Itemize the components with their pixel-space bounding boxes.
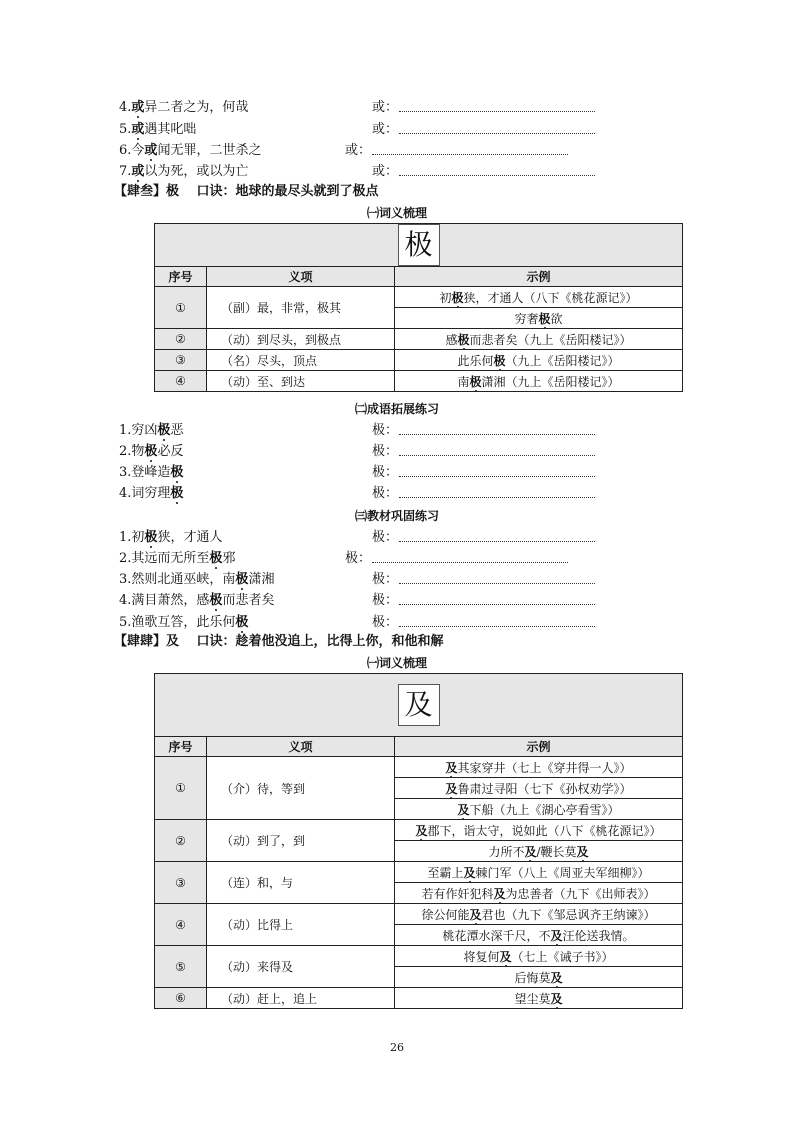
example-cell bbox=[395, 904, 683, 925]
text: 初 bbox=[439, 290, 452, 305]
answer-label: 或： bbox=[372, 100, 399, 115]
text: 潇湘 bbox=[248, 572, 275, 587]
text: 满目萧然，感 bbox=[131, 593, 210, 608]
table-row bbox=[155, 371, 683, 392]
table-row bbox=[155, 820, 683, 841]
question-text bbox=[119, 614, 248, 632]
answer-label: 或： bbox=[372, 164, 399, 179]
text: 而悲者矣（九上《岳阳楼记》） bbox=[469, 332, 632, 347]
item-number: 2. bbox=[119, 551, 132, 566]
question-text bbox=[119, 592, 274, 610]
vocab-table bbox=[154, 223, 683, 392]
answer-label: 极： bbox=[372, 486, 399, 501]
item-number: 7. bbox=[119, 164, 132, 179]
key-char: 极 bbox=[209, 593, 223, 608]
key-char: 及 bbox=[445, 781, 458, 796]
text: 今 bbox=[131, 143, 145, 158]
text: 闻无罪，二世杀之 bbox=[157, 143, 262, 158]
key-char: 或 bbox=[131, 100, 145, 115]
exercise-line bbox=[119, 142, 679, 160]
key-char: 或 bbox=[131, 164, 145, 179]
table-row bbox=[155, 287, 683, 308]
item-number: 2. bbox=[119, 444, 132, 459]
exercise-line bbox=[119, 443, 679, 461]
item-number: 1. bbox=[119, 423, 132, 438]
char-row bbox=[155, 224, 683, 267]
exercise-line bbox=[119, 529, 679, 547]
answer-blank[interactable] bbox=[399, 111, 595, 112]
sense-meaning: （动）到了，到 bbox=[207, 820, 395, 862]
item-number: 4. bbox=[119, 100, 132, 115]
key-char: 极 bbox=[235, 615, 249, 630]
item-number: 1. bbox=[119, 530, 132, 545]
column-header: 示例 bbox=[395, 737, 683, 757]
sense-number: ③ bbox=[155, 350, 207, 371]
answer-label: 极： bbox=[372, 465, 399, 480]
exercise-line bbox=[119, 485, 679, 503]
text: 穷凶 bbox=[131, 423, 158, 438]
exercise-line bbox=[119, 464, 679, 482]
example-cell bbox=[395, 967, 683, 988]
text: 徐公何能 bbox=[421, 907, 470, 922]
subsection-title: ㈠词义梳理 bbox=[366, 656, 427, 670]
text: 将复何 bbox=[463, 949, 500, 964]
text: 词穷理 bbox=[131, 486, 171, 501]
column-header: 序号 bbox=[155, 737, 207, 757]
example-cell bbox=[395, 799, 683, 820]
subsection-title: ㈠词义梳理 bbox=[366, 206, 427, 220]
question-text bbox=[119, 464, 183, 482]
answer-blank[interactable] bbox=[372, 562, 568, 563]
key-char: 或 bbox=[131, 122, 145, 137]
answer-blank[interactable] bbox=[399, 497, 595, 498]
example-cell bbox=[395, 778, 683, 799]
answer-blank[interactable] bbox=[399, 434, 595, 435]
key-char: 及 bbox=[576, 844, 589, 859]
exercise-line bbox=[119, 571, 679, 589]
sense-number: ① bbox=[155, 287, 207, 329]
char-cell bbox=[155, 224, 683, 267]
column-header: 义项 bbox=[207, 737, 395, 757]
answer-blank[interactable] bbox=[399, 583, 595, 584]
key-char: 极 bbox=[170, 465, 184, 480]
key-char: 及 bbox=[463, 865, 476, 880]
sense-meaning: （动）到尽头，到极点 bbox=[207, 329, 395, 350]
sense-meaning: （动）比得上 bbox=[207, 904, 395, 946]
example-cell bbox=[395, 862, 683, 883]
section-heading: 【肆肆】及 口诀：趁着他没追上，比得上你，和他和解 bbox=[114, 634, 444, 649]
column-header: 义项 bbox=[207, 267, 395, 287]
text: 下船（九上《湖心亭看雪》） bbox=[469, 802, 620, 817]
text: 君也（九下《邹忌讽齐王纳谏》） bbox=[481, 907, 656, 922]
text: 狭，才通人 bbox=[157, 530, 223, 545]
text: （七上《诫子书》） bbox=[511, 949, 614, 964]
key-char: 极 bbox=[209, 551, 223, 566]
sense-meaning: （副）最，非常，极其 bbox=[207, 287, 395, 329]
exercise-line bbox=[119, 550, 679, 568]
key-char: 及 bbox=[415, 823, 428, 838]
question-text bbox=[119, 550, 235, 568]
subsection-title: ㈢教材巩固练习 bbox=[354, 509, 439, 523]
key-char: 极 bbox=[170, 486, 184, 501]
exercise-line bbox=[119, 121, 679, 139]
exercise-line bbox=[119, 163, 679, 181]
text: 南 bbox=[457, 374, 470, 389]
table-row bbox=[155, 904, 683, 925]
text: （九上《岳阳楼记》） bbox=[505, 353, 620, 368]
item-number: 3. bbox=[119, 572, 132, 587]
answer-label: 极： bbox=[372, 530, 399, 545]
text: 桃花潭水深千尺，不 bbox=[442, 928, 551, 943]
sense-meaning: （名）尽头，顶点 bbox=[207, 350, 395, 371]
table-row bbox=[155, 946, 683, 967]
exercise-line bbox=[119, 614, 679, 632]
example-cell bbox=[395, 287, 683, 308]
column-header: 序号 bbox=[155, 267, 207, 287]
key-char: 及 bbox=[550, 928, 563, 943]
text: 初 bbox=[131, 530, 145, 545]
key-char: 及 bbox=[550, 991, 563, 1006]
exercise-line bbox=[119, 99, 679, 117]
sense-meaning: （动）至、到达 bbox=[207, 371, 395, 392]
header-row bbox=[155, 737, 683, 757]
text: 此乐何 bbox=[457, 353, 494, 368]
key-char: 及 bbox=[493, 886, 506, 901]
item-number: 6. bbox=[119, 143, 132, 158]
example-cell bbox=[395, 308, 683, 329]
question-text bbox=[119, 121, 196, 139]
key-char: 或 bbox=[144, 143, 158, 158]
text: 鲁肃过寻阳（七下《孙权劝学》） bbox=[457, 781, 632, 796]
question-text bbox=[119, 422, 183, 440]
text: 望尘莫 bbox=[514, 991, 551, 1006]
sense-number: ⑥ bbox=[155, 988, 207, 1009]
text: 潇湘（九上《岳阳楼记》） bbox=[481, 374, 620, 389]
answer-blank[interactable] bbox=[399, 133, 595, 134]
text: 登峰造 bbox=[131, 465, 171, 480]
char-cell bbox=[155, 674, 683, 737]
table-row bbox=[155, 350, 683, 371]
key-char: 极 bbox=[538, 311, 551, 326]
question-text bbox=[119, 99, 248, 117]
key-char: 极 bbox=[457, 332, 470, 347]
text: 穷奢 bbox=[514, 311, 539, 326]
text: 异二者之为，何哉 bbox=[144, 100, 249, 115]
key-char: 极 bbox=[451, 290, 464, 305]
answer-label: 极： bbox=[372, 423, 399, 438]
text: 感 bbox=[445, 332, 458, 347]
text: 其远而无所至 bbox=[131, 551, 210, 566]
text: 渔歌互答，此乐何 bbox=[131, 615, 236, 630]
question-text bbox=[119, 485, 183, 503]
item-number: 3. bbox=[119, 465, 132, 480]
answer-blank[interactable] bbox=[399, 626, 595, 627]
key-char: 极 bbox=[144, 444, 158, 459]
example-cell bbox=[395, 946, 683, 967]
question-text bbox=[119, 529, 222, 547]
answer-blank[interactable] bbox=[399, 604, 595, 605]
text: 必反 bbox=[157, 444, 184, 459]
text: 汪伦送我情。 bbox=[562, 928, 635, 943]
text: 至霸上 bbox=[427, 865, 464, 880]
subsection-title: ㈡成语拓展练习 bbox=[354, 402, 439, 416]
text: 后悔莫 bbox=[514, 970, 551, 985]
text: 物 bbox=[131, 444, 145, 459]
char-row bbox=[155, 674, 683, 737]
text: 邪 bbox=[222, 551, 236, 566]
answer-blank[interactable] bbox=[399, 175, 595, 176]
example-cell bbox=[395, 841, 683, 862]
item-number: 5. bbox=[119, 122, 132, 137]
text: 为忠善者（九下《出师表》） bbox=[505, 886, 656, 901]
sense-meaning: （连）和，与 bbox=[207, 862, 395, 904]
answer-label: 极： bbox=[372, 444, 399, 459]
header-row bbox=[155, 267, 683, 287]
table-row bbox=[155, 988, 683, 1009]
sense-meaning: （动）赶上，追上 bbox=[207, 988, 395, 1009]
sense-number: ④ bbox=[155, 371, 207, 392]
item-number: 4. bbox=[119, 486, 132, 501]
text: 狭，才通人（八下《桃花源记》） bbox=[463, 290, 638, 305]
headword-char: 极 bbox=[398, 224, 440, 266]
text: 以为死，或以为亡 bbox=[144, 164, 249, 179]
answer-blank[interactable] bbox=[399, 476, 595, 477]
text: 恶 bbox=[170, 423, 184, 438]
key-char: 及 bbox=[445, 760, 458, 775]
text: 力所不 bbox=[488, 844, 525, 859]
question-text bbox=[119, 163, 248, 181]
exercise-line bbox=[119, 422, 679, 440]
key-char: 极 bbox=[144, 530, 158, 545]
answer-label: 或： bbox=[345, 143, 372, 158]
table-row bbox=[155, 862, 683, 883]
example-cell bbox=[395, 820, 683, 841]
text: 若有作奸犯科 bbox=[421, 886, 494, 901]
example-cell bbox=[395, 988, 683, 1009]
example-cell bbox=[395, 757, 683, 778]
text: 其家穿井（七上《穿井得一人》） bbox=[457, 760, 632, 775]
sense-number: ② bbox=[155, 820, 207, 862]
text: /鞭长莫 bbox=[536, 844, 577, 859]
text: 欲 bbox=[550, 311, 563, 326]
sense-meaning: （介）待，等到 bbox=[207, 757, 395, 820]
column-header: 示例 bbox=[395, 267, 683, 287]
example-cell bbox=[395, 350, 683, 371]
sense-meaning: （动）来得及 bbox=[207, 946, 395, 988]
key-char: 及 bbox=[550, 970, 563, 985]
text: 而悲者矣 bbox=[222, 593, 275, 608]
text: 遇其叱咄 bbox=[144, 122, 197, 137]
sense-number: ④ bbox=[155, 904, 207, 946]
answer-label: 极： bbox=[372, 572, 399, 587]
sense-number: ③ bbox=[155, 862, 207, 904]
sense-number: ① bbox=[155, 757, 207, 820]
exercise-line bbox=[119, 592, 679, 610]
text: 郡下，诣太守，说如此（八下《桃花源记》） bbox=[427, 823, 662, 838]
example-cell bbox=[395, 883, 683, 904]
key-char: 及 bbox=[524, 844, 537, 859]
headword-char: 及 bbox=[398, 684, 440, 726]
example-cell bbox=[395, 925, 683, 946]
table-row bbox=[155, 757, 683, 778]
key-char: 及 bbox=[457, 802, 470, 817]
answer-blank[interactable] bbox=[399, 541, 595, 542]
example-cell bbox=[395, 371, 683, 392]
item-number: 4. bbox=[119, 593, 132, 608]
key-char: 及 bbox=[469, 907, 482, 922]
question-text bbox=[119, 443, 183, 461]
key-char: 极 bbox=[493, 353, 506, 368]
text: 然则北通巫峡，南 bbox=[131, 572, 236, 587]
example-cell bbox=[395, 329, 683, 350]
answer-blank[interactable] bbox=[399, 455, 595, 456]
text: 棘门军（八上《周亚夫军细柳》） bbox=[475, 865, 650, 880]
key-char: 及 bbox=[499, 949, 512, 964]
sense-number: ⑤ bbox=[155, 946, 207, 988]
question-text bbox=[119, 142, 261, 160]
key-char: 极 bbox=[157, 423, 171, 438]
section-heading: 【肆叁】极 口诀：地球的最尽头就到了极点 bbox=[114, 184, 379, 199]
question-text bbox=[119, 571, 274, 589]
answer-label: 极： bbox=[345, 551, 372, 566]
item-number: 5. bbox=[119, 615, 132, 630]
answer-blank[interactable] bbox=[372, 154, 568, 155]
sense-number: ② bbox=[155, 329, 207, 350]
key-char: 极 bbox=[235, 572, 249, 587]
vocab-table bbox=[154, 673, 683, 1009]
answer-label: 极： bbox=[372, 615, 399, 630]
page-number: 26 bbox=[390, 1041, 404, 1054]
table-row bbox=[155, 329, 683, 350]
answer-label: 极： bbox=[372, 593, 399, 608]
key-char: 极 bbox=[469, 374, 482, 389]
answer-label: 或： bbox=[372, 122, 399, 137]
